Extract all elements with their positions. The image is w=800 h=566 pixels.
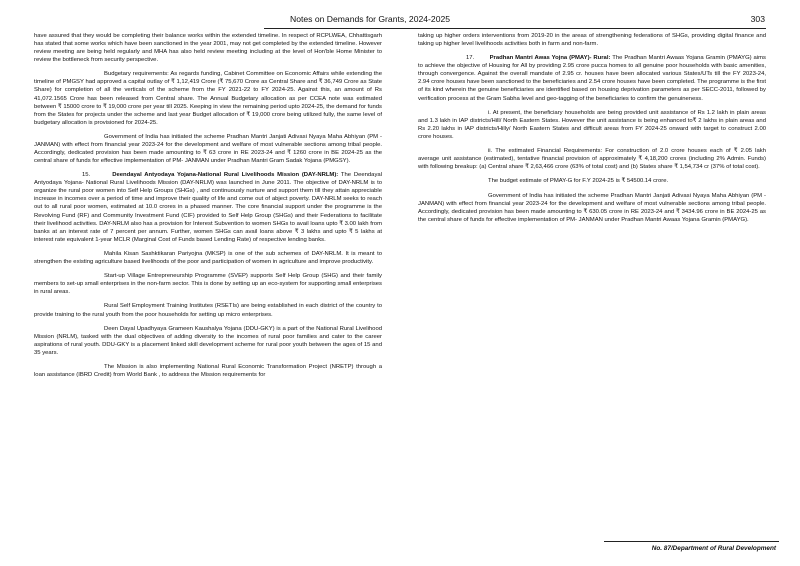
right-column <box>418 32 766 230</box>
paragraph: Mahila Kisan Sashktikaran Pariyojna (MKSP) is one of the sub schemes of DAY-NRLM. It is meant to strengthen the existing agriculture based livelihoods of the poor and participation of women in agriculture and improve productivity. <box>34 250 382 265</box>
paragraph: The Mission is also implementing National Rural Economic Transformation Project (NRETP) through a loan assistance (IBRD Credit) from World Bank , to address the Mission requirements for <box>34 364 382 379</box>
document-title: Notes on Demands for Grants, 2024-2025 <box>290 14 451 24</box>
paragraph: have assured that they would be completing their balance works within the extended timeline. In respect of RCPLWEA, Chhattisgarh has stated that some works which have been sanctioned in the year 2001, may not get completed by the extended timeline. However review meeting are being held regularly and MHA has also held review meeting including at the level of Hon'ble Home Minister to review the bottleneck from security perspective. <box>34 33 382 64</box>
page-number: 303 <box>750 14 765 24</box>
section-text: The Deendayal Antyodaya Yojana- National Rural Livelihoods Mission (DAY-NRLM) was launched in June 2011. The objective of DAY-NRLM is to organize the rural poor women into Self Help Groups (SHGs) , and continuously nurture and support them till they attain appreciable increase in incomes over a period of time and improve their quality of life and come out of abject poverty. DAY-NRLM seeks to reach out to all rural poor women, estimated at 10.0 crores in a phased manner. The core financial support under the programme is the Revolving Fund (RF) and Community Investment Fund (CIF) provided to Self Help Group (SHGs) and their Federations to facilitate their livelihood activities. DAY-NRLM also has a provision for Interest Subvention to women SHGs to avail loans upto ₹ 3.00 lakh from banks at an interest rate of 7 percent per annum. Further, women SHGs can avail loans above ₹ 3 lakhs and upto ₹ 5 lakhs at interest rate equivalent 1-year MCLR (Marginal Cost of Funds based Lending Rate) of respective lending banks. <box>34 172 382 243</box>
paragraph: Deen Dayal Upadhyaya Grameen Kaushalya Yojana (DDU-GKY) is a part of the National Rural Livelihood Mission (NRLM), tasked with the dual objectives of adding diversity to the incomes of rural poor families and cater to the career aspirations of rural youth. DDU-GKY is a placement linked skill development scheme for rural poor youth between the ages of 15 and 35 years. <box>34 325 382 356</box>
paragraph: Government of India has initiated the scheme Pradhan Mantri Janjati Adivasi Nyaya Maha Abhiyan (PM - JANMAN) with effect from financial year 2023-24 for the development and welfare of most vulnerable sections among tribal people. Accordingly, dedicated provision has been made amounting to ₹ 630.05 crore in RE 2023-24 and ₹ 3434.96 crore in BE 2024-25 as the central share of funds for effective implementation of PM- JANMAN under Pradhan Mantri Awaas Yojana Gramin (PMAYG). <box>418 192 766 223</box>
section-number: 15. <box>82 172 91 179</box>
paragraph: Start-up Village Entrepreneurship Programme (SVEP) supports Self Help Group (SHG) and their family members to set-up small enterprises in the non-farm sector. This is done by setting up an eco-system for supporting small enterprises in rural areas. <box>34 273 382 296</box>
paragraph: Budgetary requirements: As regards funding, Cabinet Committee on Economic Affairs while extending the timeline of PMGSY had approved a capital outlay of ₹ 1,12,419 Crore (₹ 75,670 Crore as Central Share and ₹ 36,749 Crore as State Share) for completion of all the verticals of the scheme from the FY 2021-22 to FY 2024-25. Against this, an amount of Rs 41,072.1565 Crore has been released from Central share. The Annual Budgetary allocation as per CCEA note was estimated between ₹ 15000 crore to ₹ 19,000 crore per year till 2025. Keeping in view the remaining period upto 2024-25, the demand for funds from the States for projects under the scheme and last year Budget allocation of ₹ 19,000 crore being utilized fully, the same level of budgetary allocation is provisioned for 2024-25. <box>34 71 382 126</box>
paragraph: Rural Self Employment Training Institutes (RSETIs) are being established in each district of the country to provide training to the rural youth from the poor households for setting up micro enterprises. <box>34 303 382 318</box>
paragraph: The budget estimate of PMAY-G for F.Y 2024-25 is ₹ 54500.14 crore. <box>488 178 669 185</box>
section-15-paragraph <box>34 171 382 243</box>
header-rule <box>264 28 766 29</box>
page-header <box>265 14 765 26</box>
paragraph: ii. The estimated Financial Requirements: For construction of 2.0 crore houses each of ₹ 2.05 lakh average unit assistance (estimated), tentative financial provision of approximately ₹ 4,18,200 crores (including 2% Admin. Funds) with following breakup: (a) Central share ₹ 2,63,466 crore (63% of total cost) and (b) States share ₹ 1,54,734 cr (37% of total cost). <box>418 148 766 171</box>
section-heading: Pradhan Mantri Awas Yojna (PMAY)- Rural: <box>489 55 611 62</box>
section-text: The Pradhan Mantri Awaas Yojana Gramin (PMAYG) aims to achieve the objective of Housing for All by providing 2.95 crore pucca homes to all genuine poor households with basic amenities, through convergence. Against the overall mandate of 2.95 cr. houses have been allocated various States/UTs till the FY 2023-24, 2.94 crore houses have been sanctioned to the beneficiaries and 2.54 crore houses have been completed. The programme is the first of its kind wherein the genuine beneficiaries are identified based on housing deprivation parameters as per SECC-2011, followed by verification process at the Gram Sabha level and geo-tagging of the beneficiaries to confirm the genuineness. <box>418 55 766 102</box>
paragraph: Government of India has initiated the scheme Pradhan Mantri Janjati Adivasi Nyaya Maha Abhiyan (PM - JANMAN) with effect from financial year 2023-24 for the development and welfare of most vulnerable sections among tribal people. Accordingly, dedicated provision has been made amounting to ₹ 63 crore in RE 2023-24 and ₹ 1260 crore in BE 2024-25 as the central share of funds for effective implementation of PM- JANMAN under Pradhan Mantri Gram Sadak Yojana (PMGSY). <box>34 133 382 165</box>
section-number: 17. <box>466 55 475 62</box>
section-heading: Deendayal Antyodaya Yojana-National Rural Livelihoods Mission (DAY-NRLM): <box>112 172 339 179</box>
paragraph: i. At present, the beneficiary households are being provided unit assistance of Rs 1.2 lakh in plain areas and 1.3 lakh in IAP districts/Hill/ North Eastern States. However the unit assistance is being enhanced to₹ 2 lakhs in plain areas and Rs 2.20 lakhs in IAP districts/Hilly/ North Eastern States and difficult areas from FY 2024-25 onward with target to construct 2.00 crore houses. <box>418 109 766 140</box>
section-17-paragraph <box>418 54 766 102</box>
page-footer: No. 87/Department of Rural Development <box>651 545 776 552</box>
paragraph: taking up higher orders interventions from 2019-20 in the areas of strengthening federations of SHGs, providing digital finance and taking up higher level livelihoods activities both in farm and non-farm. <box>418 33 766 48</box>
left-column <box>34 32 382 385</box>
footer-rule <box>604 541 779 542</box>
